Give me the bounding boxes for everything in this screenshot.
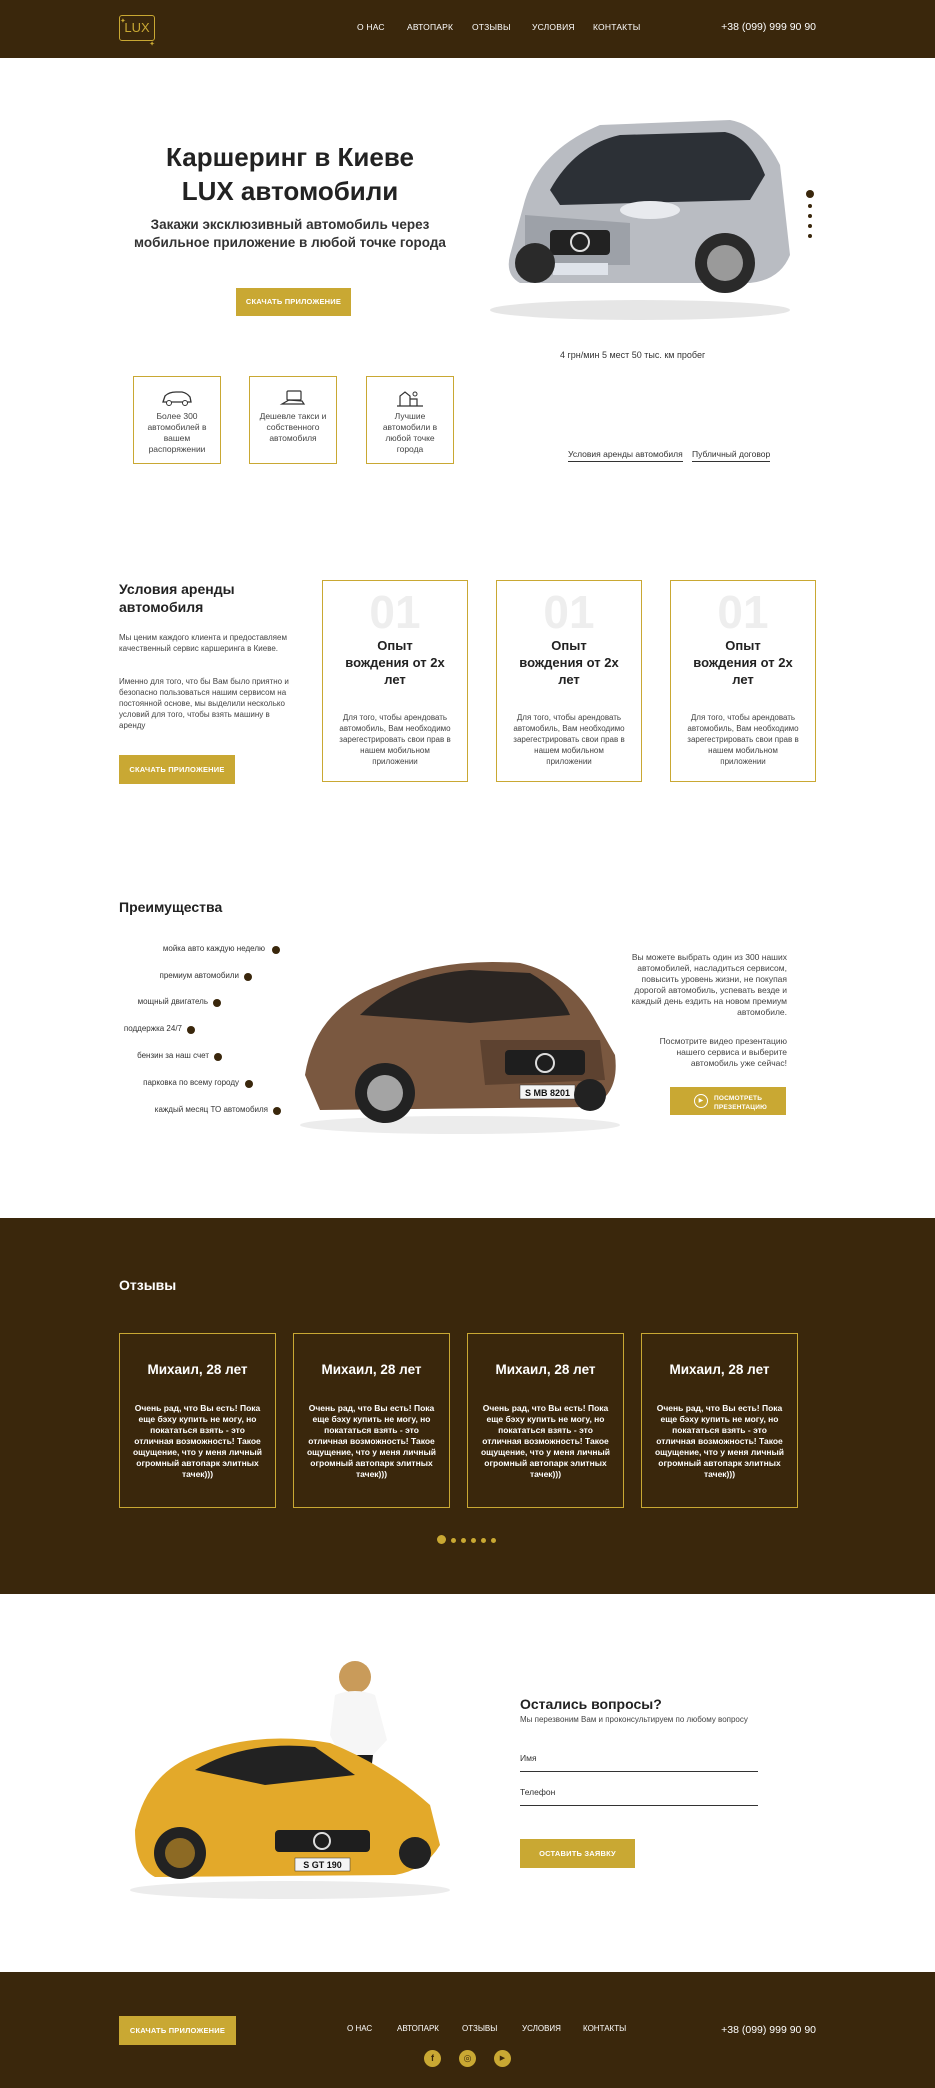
bullet-dot xyxy=(273,1107,281,1115)
bullet-dot xyxy=(214,1053,222,1061)
review-author: Михаил, 28 лет xyxy=(147,1362,248,1377)
advantage-item: премиум автомобили xyxy=(159,971,239,980)
review-author: Михаил, 28 лет xyxy=(495,1362,596,1377)
advantages-car-image xyxy=(290,945,625,1140)
card-number: 01 xyxy=(369,586,421,638)
footer-nav-contacts[interactable]: КОНТАКТЫ xyxy=(583,2024,627,2033)
bullet-dot xyxy=(245,1080,253,1088)
footer-phone[interactable]: +38 (099) 999 90 90 xyxy=(721,2024,816,2036)
advantage-item: поддержка 24/7 xyxy=(123,1024,182,1033)
license-plate-text: S GT 190 xyxy=(303,1860,342,1870)
watch-presentation-button[interactable] xyxy=(670,1087,786,1115)
hero-title xyxy=(140,140,440,208)
review-author: Михаил, 28 лет xyxy=(669,1362,770,1377)
feature-card xyxy=(249,376,337,464)
pager-dot[interactable] xyxy=(808,214,812,218)
wallet-icon xyxy=(276,389,310,407)
sparkle-icon: ✦ xyxy=(120,18,126,25)
submit-request-button[interactable]: ОСТАВИТЬ ЗАЯВКУ xyxy=(520,1839,635,1868)
youtube-icon[interactable]: ▶ xyxy=(494,2050,511,2067)
card-number: 01 xyxy=(717,586,769,638)
facebook-icon[interactable]: f xyxy=(424,2050,441,2067)
hero-car-image xyxy=(480,105,800,325)
city-icon xyxy=(393,389,427,407)
advantage-item: каждый месяц ТО автомобиля xyxy=(154,1105,268,1114)
advantage-item: бензин за наш счет xyxy=(137,1051,209,1060)
phone-field[interactable]: Телефон xyxy=(520,1787,758,1806)
footer-nav-conditions[interactable]: УСЛОВИЯ xyxy=(522,2024,561,2033)
advantage-item: мощный двигатель xyxy=(137,997,208,1006)
review-card xyxy=(293,1333,450,1508)
license-plate-text: S MB 8201 xyxy=(524,1088,571,1098)
review-text: Очень рад, что Вы есть! Пока еще бэху купить не могу, но покататься взять - это отличная возможность! Такое ощущение, что у меня личный огромный автопарк элитных тачек))) xyxy=(132,1403,263,1479)
condition-card xyxy=(322,580,468,782)
hero-title-line1: Каршеринг в Киеве xyxy=(166,142,414,172)
instagram-icon[interactable]: ◎ xyxy=(459,2050,476,2067)
pager-dot[interactable] xyxy=(808,224,812,228)
feature-card xyxy=(133,376,221,464)
contact-title: Остались вопросы? xyxy=(520,1696,662,1712)
public-contract-link[interactable]: Публичный договор xyxy=(692,449,770,462)
card-text: Для того, чтобы арендовать автомобиль, Вам необходимо зарегестрировать свои прав в нашем мобильном приложении xyxy=(687,713,799,766)
watch-presentation-label: ПОСМОТРЕТЬ ПРЕЗЕНТАЦИЮ xyxy=(714,1095,768,1111)
hero-download-button[interactable]: СКАЧАТЬ ПРИЛОЖЕНИЕ xyxy=(236,288,351,316)
bullet-dot xyxy=(213,999,221,1007)
review-text: Очень рад, что Вы есть! Пока еще бэху купить не могу, но покататься взять - это отличная возможность! Такое ощущение, что у меня личный огромный автопарк элитных тачек))) xyxy=(306,1403,437,1479)
pager-dot[interactable] xyxy=(491,1538,496,1543)
card-title: Опыт вождения от 2х лет xyxy=(693,638,793,687)
footer-nav-reviews[interactable]: ОТЗЫВЫ xyxy=(462,2024,498,2033)
review-text: Очень рад, что Вы есть! Пока еще бэху купить не могу, но покататься взять - это отличная возможность! Такое ощущение, что у меня личный огромный автопарк элитных тачек))) xyxy=(480,1403,611,1479)
card-title: Опыт вождения от 2х лет xyxy=(519,638,619,687)
contact-car-woman-image xyxy=(125,1655,460,1905)
pager-dot[interactable] xyxy=(481,1538,486,1543)
review-card xyxy=(641,1333,798,1508)
advantages-paragraph-2: Посмотрите видео презентацию нашего сервиса и выберите автомобиль уже сейчас! xyxy=(659,1036,787,1068)
play-icon: ▶ xyxy=(694,1094,708,1108)
feature-text: Дешевле такси и собственного автомобиля xyxy=(259,411,327,443)
rental-conditions-link[interactable]: Условия аренды автомобиля xyxy=(568,449,683,462)
feature-text: Более 300 автомобилей в вашем распоряжении xyxy=(147,411,207,454)
header-phone[interactable]: +38 (099) 999 90 90 xyxy=(721,21,816,33)
footer-nav-about[interactable]: О НАС xyxy=(347,2024,373,2033)
nav-conditions[interactable]: УСЛОВИЯ xyxy=(532,22,575,32)
nav-about[interactable]: О НАС xyxy=(357,22,385,32)
nav-fleet[interactable]: АВТОПАРК xyxy=(407,22,454,32)
hero-title-line2: LUX автомобили xyxy=(181,176,399,206)
conditions-download-button[interactable]: СКАЧАТЬ ПРИЛОЖЕНИЕ xyxy=(119,755,235,784)
hero-subtitle xyxy=(130,216,450,252)
sparkle-icon: ✦ xyxy=(149,41,155,48)
advantage-item: мойка авто каждую неделю xyxy=(162,944,265,953)
advantage-item: парковка по всему городу xyxy=(143,1078,239,1087)
nav-contacts[interactable]: КОНТАКТЫ xyxy=(593,22,641,32)
pager-dot-active[interactable] xyxy=(437,1535,446,1544)
car-icon xyxy=(160,389,194,407)
conditions-title: Условия аренды автомобиля xyxy=(119,581,235,615)
advantages-title: Преимущества xyxy=(119,899,223,915)
condition-card xyxy=(496,580,642,782)
feature-text: Лучшие автомобили в любой точке города xyxy=(382,411,438,454)
feature-card xyxy=(366,376,454,464)
conditions-paragraph-2: Именно для того, что бы Вам было приятно и безопасно пользоваться нашим сервисом на постоянной основе, мы выделили несколько условий для того, чтобы взять машину в аренду xyxy=(119,677,289,730)
hero-subtitle-line1: Закажи эксклюзивный автомобиль через xyxy=(150,217,430,232)
advantages-paragraph-1: Вы можете выбрать один из 300 наших автомобилей, насладиться сервисом, повысить уровень жизни, не покупая дорогой автомобиль, успевать везде и каждый день ездить на новом премиум автомобиле. xyxy=(631,952,787,1017)
pager-dot[interactable] xyxy=(808,204,812,208)
review-card xyxy=(467,1333,624,1508)
pager-dot[interactable] xyxy=(451,1538,456,1543)
card-text: Для того, чтобы арендовать автомобиль, Вам необходимо зарегестрировать свои прав в нашем мобильном приложении xyxy=(513,713,625,766)
review-author: Михаил, 28 лет xyxy=(321,1362,422,1377)
name-field[interactable]: Имя xyxy=(520,1753,758,1772)
pager-dot[interactable] xyxy=(808,234,812,238)
review-text: Очень рад, что Вы есть! Пока еще бэху купить не могу, но покататься взять - это отличная возможность! Такое ощущение, что у меня личный огромный автопарк элитных тачек))) xyxy=(654,1403,785,1479)
logo[interactable] xyxy=(119,15,155,48)
bullet-dot xyxy=(272,946,280,954)
bullet-dot xyxy=(187,1026,195,1034)
car-specs: 4 грн/мин 5 мест 50 тыс. км пробег xyxy=(560,350,706,360)
review-card xyxy=(119,1333,276,1508)
pager-dot[interactable] xyxy=(471,1538,476,1543)
conditions-paragraph-1: Мы ценим каждого клиента и предоставляем качественный сервис каршеринга в Киеве. xyxy=(119,633,287,653)
condition-card xyxy=(670,580,816,782)
bullet-dot xyxy=(244,973,252,981)
pager-dot-active[interactable] xyxy=(806,190,814,198)
card-text: Для того, чтобы арендовать автомобиль, Вам необходимо зарегестрировать свои прав в нашем мобильном приложении xyxy=(339,713,451,766)
hero-subtitle-line2: мобильное приложение в любой точке города xyxy=(134,235,446,250)
nav-reviews[interactable]: ОТЗЫВЫ xyxy=(472,22,511,32)
logo-text: LUX xyxy=(124,20,150,35)
contact-subtitle: Мы перезвоним Вам и проконсультируем по любому вопросу xyxy=(520,1715,748,1724)
card-title: Опыт вождения от 2х лет xyxy=(345,638,445,687)
footer-download-button[interactable]: СКАЧАТЬ ПРИЛОЖЕНИЕ xyxy=(119,2016,236,2045)
card-number: 01 xyxy=(543,586,595,638)
footer-nav-fleet[interactable]: АВТОПАРК xyxy=(397,2024,439,2033)
reviews-title: Отзывы xyxy=(119,1277,177,1293)
pager-dot[interactable] xyxy=(461,1538,466,1543)
